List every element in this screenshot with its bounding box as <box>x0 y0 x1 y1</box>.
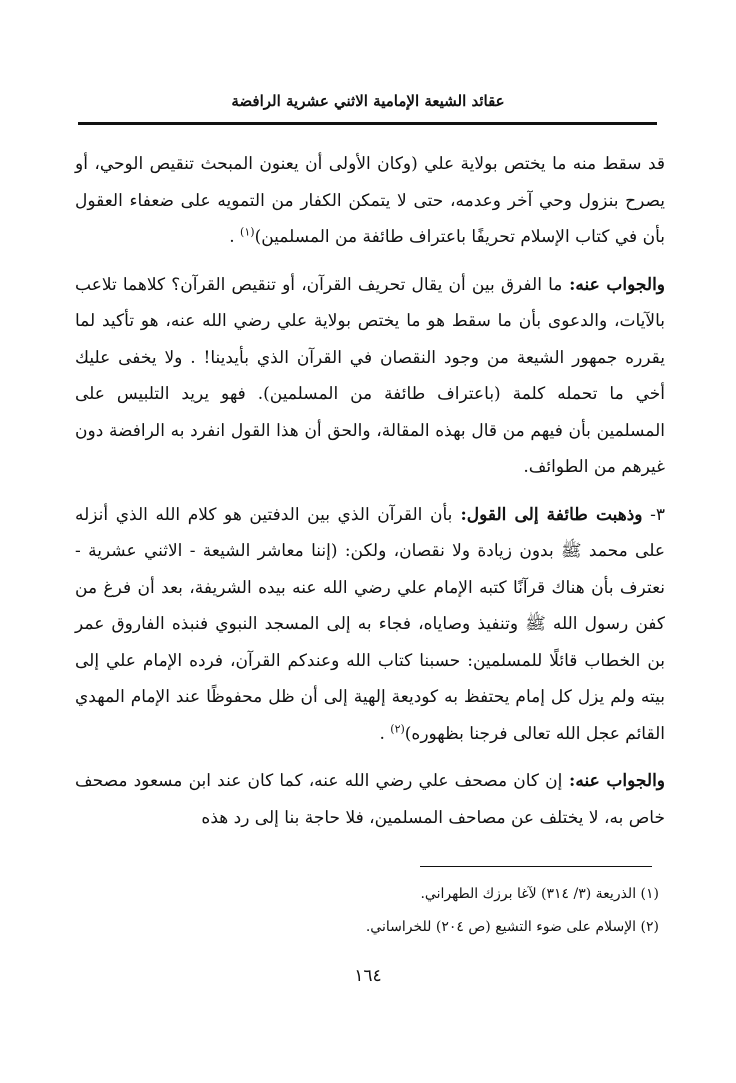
header-rule <box>78 122 657 125</box>
footnote-ref-2[interactable]: (٢) <box>390 721 405 735</box>
footnote-rule <box>420 866 652 867</box>
paragraph-4-lead: والجواب عنه: <box>562 771 665 791</box>
footnote-1: (١) الذريعة (٣/ ٣١٤) لآغا برزك الطهراني. <box>420 886 659 902</box>
paragraph-3-lead: وذهبت طائفة إلى القول: <box>452 504 643 525</box>
paragraph-1 <box>75 146 665 256</box>
paragraph-3-tail: . <box>379 723 391 744</box>
paragraph-2-lead: والجواب عنه: <box>562 274 666 295</box>
paragraph-3-text: بأن القرآن الذي بين الدفتين هو كلام الله الذي أنزله على محمد ﷺ بدون زيادة ولا نقصان، ولكن: (إننا معاشر الشيعة - الاثني عشرية - نعترف بأن هناك قرآنًا كتبه الإمام علي رضي الله عنه بيده الشريفة، بعد أن فرغ من كفن رسول الله ﷺ وتنفيذ وصاياه، فجاء به إلى المسجد النبوي فنبذه الفاروق عمر بن الخطاب قائلًا للمسلمين: حسبنا كتاب الله وعندكم القرآن، فرده الإمام علي إلى بيته ولم يزل كل إمام يحتفظ به كوديعة إلهية إلى أن ظل محفوظًا عند الإمام المهدي القائم عجل الله تعالى فرجنا بظهوره) <box>75 504 665 744</box>
paragraph-3-number: ٣- <box>642 504 665 525</box>
paragraph-gap <box>75 752 665 763</box>
body-text <box>75 146 665 836</box>
running-header-title: عقائد الشيعة الإمامية الاثني عشرية الرافضة <box>231 92 505 110</box>
paragraph-4-text: إن كان مصحف علي رضي الله عنه، كما كان عند ابن مسعود مصحف خاص به، لا يختلف عن مصاحف المسلمين، فلا حاجة بنا إلى رد هذه <box>75 771 665 828</box>
paragraph-4 <box>75 763 665 836</box>
footnote-2: (٢) الإسلام على ضوء التشيع (ص ٢٠٤) للخراساني. <box>365 919 659 935</box>
page-number: ١٦٤ <box>354 966 382 986</box>
paragraph-2-text: ما الفرق بين أن يقال تحريف القرآن، أو تنقيص القرآن؟ كلاهما تلاعب بالآيات، والدعوى بأن ما سقط هو ما يختص بولاية علي رضي الله عنه، هو تأكيد لما يقرره جمهور الشيعة من وجود النقصان في القرآن الذي بأيدينا! . ولا يخفى عليك أخي ما تحمله كلمة (باعتراف طائفة من المسلمين). فهو يريد التلبيس على المسلمين بأن فيهم من قال بهذه المقالة، والحق أن هذا القول انفرد به الرافضة دون غيرهم من الطوائف. <box>75 274 665 477</box>
paragraph-1-text: قد سقط منه ما يختص بولاية علي (وكان الأولى أن يعنون المبحث تنقيص الوحي، أو يصرح بنزول وحي آخر وعدمه، حتى لا يتمكن الكفار من التمويه على ضعفاء العقول بأن في كتاب الإسلام تحريفًا باعتراف طائفة من المسلمين) <box>75 154 665 247</box>
paragraph-gap <box>75 256 665 267</box>
footnotes <box>75 878 659 944</box>
paragraph-gap <box>75 486 665 497</box>
paragraph-3 <box>75 497 665 753</box>
paragraph-2 <box>75 267 665 486</box>
footnote-ref-1[interactable]: (١) <box>240 225 255 239</box>
paragraph-1-tail: . <box>229 227 241 247</box>
